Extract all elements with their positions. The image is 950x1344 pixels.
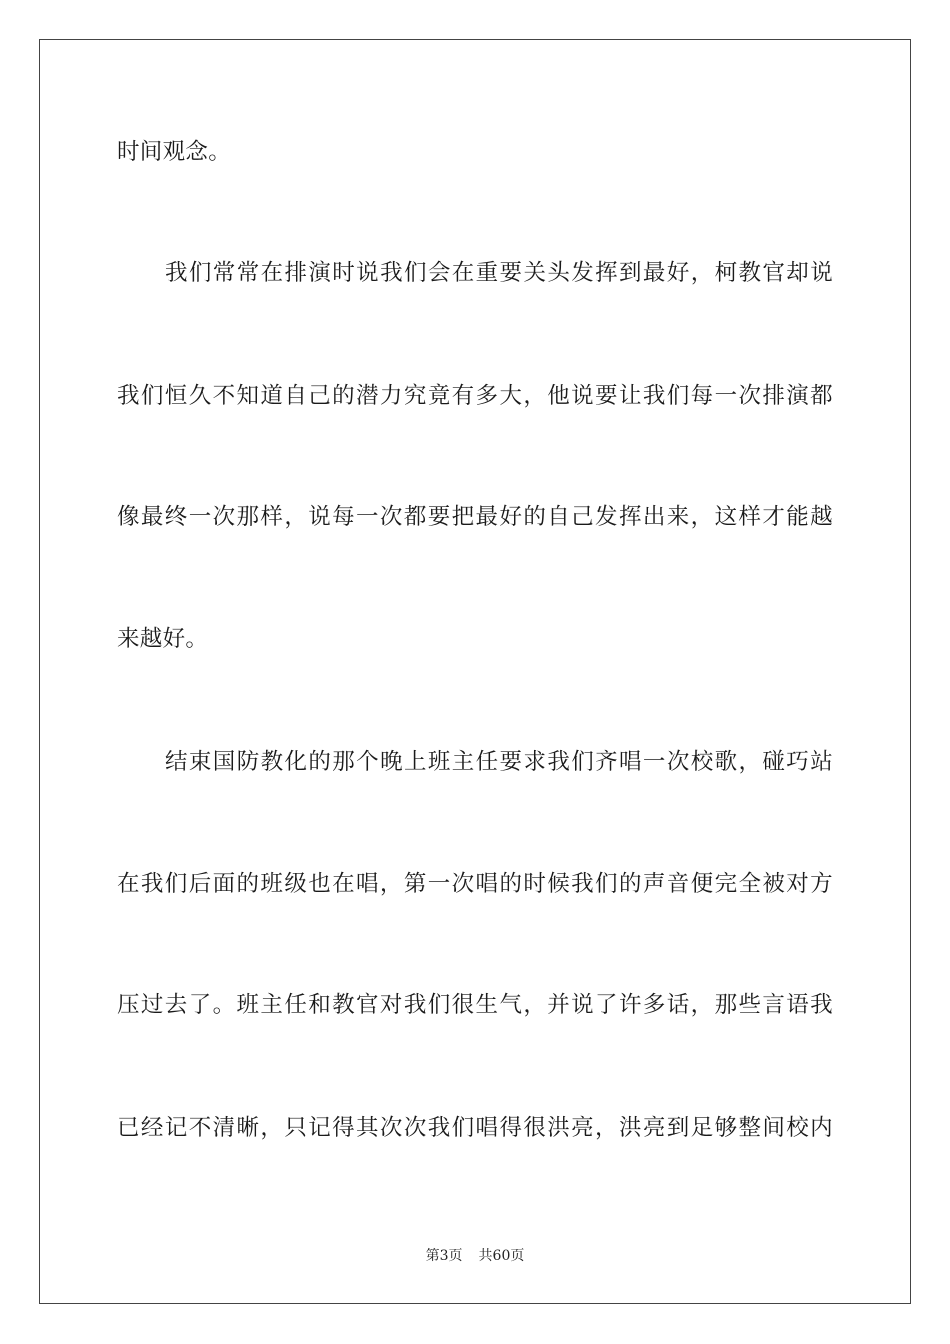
page-footer: [0, 1247, 950, 1265]
text-line-8: 压过去了。班主任和教官对我们很生气，并说了许多话，那些言语我: [117, 992, 833, 1018]
text-line-9: 已经记不清晰，只记得其次次我们唱得很洪亮，洪亮到足够整间校内: [117, 1115, 833, 1141]
page-number: 第3页: [425, 1248, 463, 1264]
text-line-2: 我们常常在排演时说我们会在重要关头发挥到最好，柯教官却说: [165, 260, 833, 286]
page-total: 共60页: [478, 1248, 525, 1264]
text-line-1: 时间观念。: [117, 139, 232, 165]
text-line-3: 我们恒久不知道自己的潜力究竟有多大，他说要让我们每一次排演都: [117, 383, 833, 409]
text-line-6: 结束国防教化的那个晚上班主任要求我们齐唱一次校歌，碰巧站: [165, 749, 833, 775]
text-line-4: 像最终一次那样，说每一次都要把最好的自己发挥出来，这样才能越: [117, 504, 833, 530]
text-line-7: 在我们后面的班级也在唱，第一次唱的时候我们的声音便完全被对方: [117, 871, 833, 897]
text-line-5: 来越好。: [117, 626, 209, 652]
